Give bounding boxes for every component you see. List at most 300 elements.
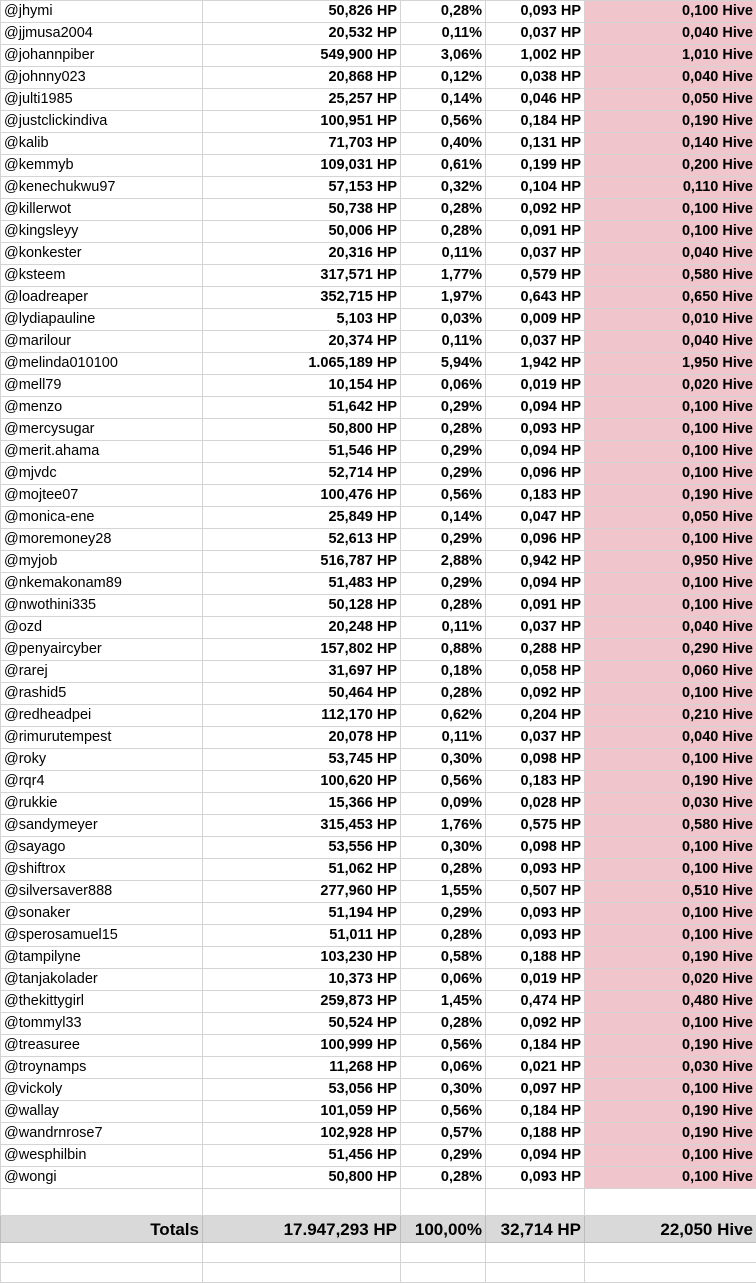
account-cell[interactable]: @mell79 xyxy=(1,375,203,397)
hp-cell[interactable]: 1.065,189 HP xyxy=(203,353,401,375)
share-cell[interactable]: 0,28% xyxy=(401,925,486,947)
hp-cell[interactable]: 112,170 HP xyxy=(203,705,401,727)
share-cell[interactable]: 0,11% xyxy=(401,243,486,265)
hp-cell[interactable]: 102,928 HP xyxy=(203,1123,401,1145)
current-hp-cell[interactable]: 0,643 HP xyxy=(486,287,585,309)
share-cell[interactable]: 0,29% xyxy=(401,903,486,925)
payout-cell[interactable]: 0,060 Hive xyxy=(585,661,756,683)
current-hp-cell[interactable]: 0,098 HP xyxy=(486,749,585,771)
current-hp-cell[interactable]: 0,093 HP xyxy=(486,903,585,925)
account-cell[interactable]: @kenechukwu97 xyxy=(1,177,203,199)
current-hp-cell[interactable]: 0,184 HP xyxy=(486,111,585,133)
hp-cell[interactable]: 50,738 HP xyxy=(203,199,401,221)
payout-cell[interactable]: 0,100 Hive xyxy=(585,529,756,551)
current-hp-cell[interactable]: 0,093 HP xyxy=(486,859,585,881)
share-cell[interactable]: 0,29% xyxy=(401,1145,486,1167)
current-hp-cell[interactable]: 0,092 HP xyxy=(486,683,585,705)
table-row xyxy=(1,199,756,221)
share-cell[interactable]: 0,62% xyxy=(401,705,486,727)
table-row xyxy=(1,243,756,265)
share-cell[interactable]: 0,30% xyxy=(401,749,486,771)
account-cell[interactable]: @tommyl33 xyxy=(1,1013,203,1035)
share-cell[interactable]: 1,55% xyxy=(401,881,486,903)
share-cell[interactable]: 0,56% xyxy=(401,111,486,133)
current-hp-cell[interactable]: 0,058 HP xyxy=(486,661,585,683)
share-cell[interactable]: 0,12% xyxy=(401,67,486,89)
share-cell[interactable]: 0,56% xyxy=(401,1101,486,1123)
account-cell[interactable]: @melinda010100 xyxy=(1,353,203,375)
current-hp-cell[interactable]: 0,507 HP xyxy=(486,881,585,903)
totals-hp[interactable]: 17.947,293 HP xyxy=(203,1216,401,1243)
account-cell[interactable]: @sonaker xyxy=(1,903,203,925)
payout-cell[interactable]: 0,100 Hive xyxy=(585,1167,756,1189)
payout-cell[interactable]: 0,020 Hive xyxy=(585,969,756,991)
hp-cell[interactable]: 15,366 HP xyxy=(203,793,401,815)
table-row xyxy=(1,991,756,1013)
share-cell[interactable]: 0,14% xyxy=(401,89,486,111)
payout-cell[interactable]: 0,030 Hive xyxy=(585,793,756,815)
account-cell[interactable]: @tampilyne xyxy=(1,947,203,969)
totals-share[interactable]: 100,00% xyxy=(401,1216,486,1243)
payout-cell[interactable]: 0,040 Hive xyxy=(585,617,756,639)
share-cell[interactable]: 0,28% xyxy=(401,419,486,441)
hp-cell[interactable]: 516,787 HP xyxy=(203,551,401,573)
payout-cell[interactable]: 0,040 Hive xyxy=(585,243,756,265)
hp-cell[interactable]: 52,714 HP xyxy=(203,463,401,485)
account-cell[interactable]: @wallay xyxy=(1,1101,203,1123)
current-hp-cell[interactable]: 0,098 HP xyxy=(486,837,585,859)
share-cell[interactable]: 0,28% xyxy=(401,683,486,705)
current-hp-cell[interactable]: 0,199 HP xyxy=(486,155,585,177)
share-cell[interactable]: 0,14% xyxy=(401,507,486,529)
account-cell[interactable]: @jhymi xyxy=(1,1,203,23)
share-cell[interactable]: 0,40% xyxy=(401,133,486,155)
payout-cell[interactable]: 1,010 Hive xyxy=(585,45,756,67)
share-cell[interactable]: 0,11% xyxy=(401,617,486,639)
payout-cell[interactable]: 0,140 Hive xyxy=(585,133,756,155)
current-hp-cell[interactable]: 0,091 HP xyxy=(486,595,585,617)
cell[interactable] xyxy=(203,1189,401,1216)
account-cell[interactable]: @moremoney28 xyxy=(1,529,203,551)
share-cell[interactable]: 0,57% xyxy=(401,1123,486,1145)
hp-cell[interactable]: 109,031 HP xyxy=(203,155,401,177)
payout-cell[interactable]: 0,580 Hive xyxy=(585,815,756,837)
payout-cell[interactable]: 0,100 Hive xyxy=(585,595,756,617)
hp-cell[interactable]: 100,476 HP xyxy=(203,485,401,507)
payout-cell[interactable]: 0,100 Hive xyxy=(585,1,756,23)
table-row xyxy=(1,221,756,243)
payout-cell[interactable]: 0,480 Hive xyxy=(585,991,756,1013)
hp-cell[interactable]: 51,062 HP xyxy=(203,859,401,881)
cell[interactable] xyxy=(585,1243,756,1263)
current-hp-cell[interactable]: 0,096 HP xyxy=(486,463,585,485)
hp-cell[interactable]: 20,248 HP xyxy=(203,617,401,639)
current-hp-cell[interactable]: 0,038 HP xyxy=(486,67,585,89)
account-cell[interactable]: @nwothini335 xyxy=(1,595,203,617)
share-cell[interactable]: 0,61% xyxy=(401,155,486,177)
account-cell[interactable]: @merit.ahama xyxy=(1,441,203,463)
account-cell[interactable]: @mojtee07 xyxy=(1,485,203,507)
current-hp-cell[interactable]: 0,091 HP xyxy=(486,221,585,243)
account-cell[interactable]: @marilour xyxy=(1,331,203,353)
hp-cell[interactable]: 25,849 HP xyxy=(203,507,401,529)
cell[interactable] xyxy=(486,1189,585,1216)
payout-cell[interactable]: 0,030 Hive xyxy=(585,1057,756,1079)
account-cell[interactable]: @thekittygirl xyxy=(1,991,203,1013)
account-cell[interactable]: @julti1985 xyxy=(1,89,203,111)
hp-cell[interactable]: 50,006 HP xyxy=(203,221,401,243)
payout-cell[interactable]: 0,190 Hive xyxy=(585,111,756,133)
hp-cell[interactable]: 50,826 HP xyxy=(203,1,401,23)
current-hp-cell[interactable]: 0,183 HP xyxy=(486,485,585,507)
account-cell[interactable]: @rashid5 xyxy=(1,683,203,705)
share-cell[interactable]: 2,88% xyxy=(401,551,486,573)
current-hp-cell[interactable]: 0,188 HP xyxy=(486,947,585,969)
payout-cell[interactable]: 0,190 Hive xyxy=(585,1035,756,1057)
table-row xyxy=(1,1145,756,1167)
cell[interactable] xyxy=(401,1243,486,1263)
current-hp-cell[interactable]: 0,094 HP xyxy=(486,573,585,595)
share-cell[interactable]: 1,77% xyxy=(401,265,486,287)
current-hp-cell[interactable]: 0,184 HP xyxy=(486,1101,585,1123)
hp-cell[interactable]: 51,456 HP xyxy=(203,1145,401,1167)
totals-current[interactable]: 32,714 HP xyxy=(486,1216,585,1243)
account-cell[interactable]: @roky xyxy=(1,749,203,771)
account-cell[interactable]: @mjvdc xyxy=(1,463,203,485)
share-cell[interactable]: 0,28% xyxy=(401,595,486,617)
current-hp-cell[interactable]: 0,092 HP xyxy=(486,1013,585,1035)
share-cell[interactable]: 0,29% xyxy=(401,573,486,595)
hp-cell[interactable]: 31,697 HP xyxy=(203,661,401,683)
share-cell[interactable]: 0,58% xyxy=(401,947,486,969)
share-cell[interactable]: 0,29% xyxy=(401,529,486,551)
share-cell[interactable]: 0,03% xyxy=(401,309,486,331)
account-cell[interactable]: @ksteem xyxy=(1,265,203,287)
hp-cell[interactable]: 277,960 HP xyxy=(203,881,401,903)
current-hp-cell[interactable]: 0,093 HP xyxy=(486,925,585,947)
hp-cell[interactable]: 52,613 HP xyxy=(203,529,401,551)
table-row xyxy=(1,683,756,705)
share-cell[interactable]: 0,06% xyxy=(401,969,486,991)
account-cell[interactable]: @rimurutempest xyxy=(1,727,203,749)
current-hp-cell[interactable]: 0,092 HP xyxy=(486,199,585,221)
hp-cell[interactable]: 51,642 HP xyxy=(203,397,401,419)
account-cell[interactable]: @silversaver888 xyxy=(1,881,203,903)
current-hp-cell[interactable]: 0,019 HP xyxy=(486,969,585,991)
hp-cell[interactable]: 103,230 HP xyxy=(203,947,401,969)
payout-cell[interactable]: 0,100 Hive xyxy=(585,837,756,859)
account-cell[interactable]: @myjob xyxy=(1,551,203,573)
account-cell[interactable]: @kemmyb xyxy=(1,155,203,177)
current-hp-cell[interactable]: 0,037 HP xyxy=(486,243,585,265)
share-cell[interactable]: 0,18% xyxy=(401,661,486,683)
cell[interactable] xyxy=(401,1189,486,1216)
payout-cell[interactable]: 0,100 Hive xyxy=(585,1145,756,1167)
payout-cell[interactable]: 0,040 Hive xyxy=(585,67,756,89)
hp-cell[interactable]: 10,373 HP xyxy=(203,969,401,991)
table-row xyxy=(1,1123,756,1145)
share-cell[interactable]: 0,28% xyxy=(401,1013,486,1035)
totals-row xyxy=(1,1216,756,1243)
payout-cell[interactable]: 0,190 Hive xyxy=(585,1123,756,1145)
table-row xyxy=(1,89,756,111)
current-hp-cell[interactable]: 0,037 HP xyxy=(486,617,585,639)
account-cell[interactable]: @killerwot xyxy=(1,199,203,221)
payout-cell[interactable]: 0,200 Hive xyxy=(585,155,756,177)
payout-cell[interactable]: 0,290 Hive xyxy=(585,639,756,661)
current-hp-cell[interactable]: 0,094 HP xyxy=(486,441,585,463)
current-hp-cell[interactable]: 0,184 HP xyxy=(486,1035,585,1057)
table-row xyxy=(1,309,756,331)
current-hp-cell[interactable]: 0,021 HP xyxy=(486,1057,585,1079)
payout-cell[interactable]: 0,100 Hive xyxy=(585,925,756,947)
share-cell[interactable]: 0,28% xyxy=(401,199,486,221)
table-row xyxy=(1,397,756,419)
share-cell[interactable]: 0,30% xyxy=(401,1079,486,1101)
table-row xyxy=(1,1035,756,1057)
account-cell[interactable]: @konkester xyxy=(1,243,203,265)
payout-cell[interactable]: 0,650 Hive xyxy=(585,287,756,309)
totals-label[interactable]: Totals xyxy=(1,1216,203,1243)
payout-cell[interactable]: 0,100 Hive xyxy=(585,221,756,243)
account-cell[interactable]: @sandymeyer xyxy=(1,815,203,837)
share-cell[interactable]: 1,76% xyxy=(401,815,486,837)
hp-cell[interactable]: 100,951 HP xyxy=(203,111,401,133)
current-hp-cell[interactable]: 0,288 HP xyxy=(486,639,585,661)
current-hp-cell[interactable]: 0,104 HP xyxy=(486,177,585,199)
share-cell[interactable]: 0,11% xyxy=(401,727,486,749)
hp-cell[interactable]: 317,571 HP xyxy=(203,265,401,287)
current-hp-cell[interactable]: 0,131 HP xyxy=(486,133,585,155)
share-cell[interactable]: 5,94% xyxy=(401,353,486,375)
payout-cell[interactable]: 0,190 Hive xyxy=(585,771,756,793)
account-cell[interactable]: @rqr4 xyxy=(1,771,203,793)
payout-cell[interactable]: 0,050 Hive xyxy=(585,89,756,111)
share-cell[interactable]: 0,56% xyxy=(401,771,486,793)
account-cell[interactable]: @johannpiber xyxy=(1,45,203,67)
payout-cell[interactable]: 0,040 Hive xyxy=(585,331,756,353)
cell[interactable] xyxy=(1,1243,203,1263)
account-cell[interactable]: @lydiapauline xyxy=(1,309,203,331)
account-cell[interactable]: @redheadpei xyxy=(1,705,203,727)
account-cell[interactable]: @treasuree xyxy=(1,1035,203,1057)
hp-cell[interactable]: 315,453 HP xyxy=(203,815,401,837)
share-cell[interactable]: 1,97% xyxy=(401,287,486,309)
payout-cell[interactable]: 0,010 Hive xyxy=(585,309,756,331)
account-cell[interactable]: @wongi xyxy=(1,1167,203,1189)
account-cell[interactable]: @vickoly xyxy=(1,1079,203,1101)
current-hp-cell[interactable]: 0,575 HP xyxy=(486,815,585,837)
hp-cell[interactable]: 10,154 HP xyxy=(203,375,401,397)
payout-cell[interactable]: 0,190 Hive xyxy=(585,1101,756,1123)
share-cell[interactable]: 0,28% xyxy=(401,859,486,881)
share-cell[interactable]: 0,11% xyxy=(401,331,486,353)
account-cell[interactable]: @wesphilbin xyxy=(1,1145,203,1167)
hp-cell[interactable]: 50,800 HP xyxy=(203,1167,401,1189)
account-cell[interactable]: @kingsleyy xyxy=(1,221,203,243)
payout-cell[interactable]: 0,100 Hive xyxy=(585,1013,756,1035)
share-cell[interactable]: 0,11% xyxy=(401,23,486,45)
hp-cell[interactable]: 53,056 HP xyxy=(203,1079,401,1101)
hp-cell[interactable]: 57,153 HP xyxy=(203,177,401,199)
payout-cell[interactable]: 0,100 Hive xyxy=(585,199,756,221)
cell[interactable] xyxy=(1,1189,203,1216)
share-cell[interactable]: 0,06% xyxy=(401,1057,486,1079)
payout-cell[interactable]: 0,100 Hive xyxy=(585,441,756,463)
share-cell[interactable]: 0,06% xyxy=(401,375,486,397)
share-cell[interactable]: 0,28% xyxy=(401,1,486,23)
payout-cell[interactable]: 0,100 Hive xyxy=(585,749,756,771)
hp-cell[interactable]: 50,524 HP xyxy=(203,1013,401,1035)
table-row xyxy=(1,551,756,573)
account-cell[interactable]: @troynamps xyxy=(1,1057,203,1079)
payout-cell[interactable]: 0,210 Hive xyxy=(585,705,756,727)
payout-cell[interactable]: 0,100 Hive xyxy=(585,859,756,881)
current-hp-cell[interactable]: 0,009 HP xyxy=(486,309,585,331)
payout-cell[interactable]: 0,580 Hive xyxy=(585,265,756,287)
current-hp-cell[interactable]: 0,096 HP xyxy=(486,529,585,551)
share-cell[interactable]: 0,09% xyxy=(401,793,486,815)
hp-cell[interactable]: 51,546 HP xyxy=(203,441,401,463)
cell[interactable] xyxy=(585,1189,756,1216)
account-cell[interactable]: @nkemakonam89 xyxy=(1,573,203,595)
hp-cell[interactable]: 20,868 HP xyxy=(203,67,401,89)
cell[interactable] xyxy=(486,1243,585,1263)
current-hp-cell[interactable]: 0,188 HP xyxy=(486,1123,585,1145)
table-row xyxy=(1,969,756,991)
payout-cell[interactable]: 1,950 Hive xyxy=(585,353,756,375)
hp-cell[interactable]: 11,268 HP xyxy=(203,1057,401,1079)
share-cell[interactable]: 0,29% xyxy=(401,441,486,463)
current-hp-cell[interactable]: 0,019 HP xyxy=(486,375,585,397)
hp-cell[interactable]: 53,745 HP xyxy=(203,749,401,771)
current-hp-cell[interactable]: 0,183 HP xyxy=(486,771,585,793)
current-hp-cell[interactable]: 0,093 HP xyxy=(486,1,585,23)
share-cell[interactable]: 1,45% xyxy=(401,991,486,1013)
hp-cell[interactable]: 100,620 HP xyxy=(203,771,401,793)
hp-cell[interactable]: 101,059 HP xyxy=(203,1101,401,1123)
share-cell[interactable]: 0,29% xyxy=(401,397,486,419)
payout-cell[interactable]: 0,100 Hive xyxy=(585,573,756,595)
current-hp-cell[interactable]: 1,002 HP xyxy=(486,45,585,67)
account-cell[interactable]: @mercysugar xyxy=(1,419,203,441)
current-hp-cell[interactable]: 0,093 HP xyxy=(486,419,585,441)
hp-cell[interactable]: 20,078 HP xyxy=(203,727,401,749)
payout-cell[interactable]: 0,950 Hive xyxy=(585,551,756,573)
hp-cell[interactable]: 5,103 HP xyxy=(203,309,401,331)
share-cell[interactable]: 0,28% xyxy=(401,221,486,243)
current-hp-cell[interactable]: 0,094 HP xyxy=(486,1145,585,1167)
share-cell[interactable]: 0,56% xyxy=(401,1035,486,1057)
current-hp-cell[interactable]: 1,942 HP xyxy=(486,353,585,375)
payout-cell[interactable]: 0,100 Hive xyxy=(585,419,756,441)
payout-cell[interactable]: 0,190 Hive xyxy=(585,947,756,969)
account-cell[interactable]: @justclickindiva xyxy=(1,111,203,133)
current-hp-cell[interactable]: 0,093 HP xyxy=(486,1167,585,1189)
account-cell[interactable]: @tanjakolader xyxy=(1,969,203,991)
account-cell[interactable]: @menzo xyxy=(1,397,203,419)
hp-cell[interactable]: 50,800 HP xyxy=(203,419,401,441)
current-hp-cell[interactable]: 0,204 HP xyxy=(486,705,585,727)
share-cell[interactable]: 0,32% xyxy=(401,177,486,199)
payout-cell[interactable]: 0,110 Hive xyxy=(585,177,756,199)
current-hp-cell[interactable]: 0,942 HP xyxy=(486,551,585,573)
hp-cell[interactable]: 20,532 HP xyxy=(203,23,401,45)
hp-cell[interactable]: 549,900 HP xyxy=(203,45,401,67)
current-hp-cell[interactable]: 0,094 HP xyxy=(486,397,585,419)
payout-cell[interactable]: 0,100 Hive xyxy=(585,683,756,705)
account-cell[interactable]: @monica-ene xyxy=(1,507,203,529)
account-cell[interactable]: @johnny023 xyxy=(1,67,203,89)
current-hp-cell[interactable]: 0,037 HP xyxy=(486,727,585,749)
current-hp-cell[interactable]: 0,037 HP xyxy=(486,331,585,353)
account-cell[interactable]: @loadreaper xyxy=(1,287,203,309)
hp-cell[interactable]: 259,873 HP xyxy=(203,991,401,1013)
hp-cell[interactable]: 50,464 HP xyxy=(203,683,401,705)
hp-cell[interactable]: 352,715 HP xyxy=(203,287,401,309)
payout-cell[interactable]: 0,040 Hive xyxy=(585,727,756,749)
payout-cell[interactable]: 0,050 Hive xyxy=(585,507,756,529)
current-hp-cell[interactable]: 0,474 HP xyxy=(486,991,585,1013)
payout-cell[interactable]: 0,510 Hive xyxy=(585,881,756,903)
share-cell[interactable]: 0,28% xyxy=(401,1167,486,1189)
account-cell[interactable]: @sayago xyxy=(1,837,203,859)
account-cell[interactable]: @wandrnrose7 xyxy=(1,1123,203,1145)
payout-cell[interactable]: 0,100 Hive xyxy=(585,1079,756,1101)
account-cell[interactable]: @kalib xyxy=(1,133,203,155)
account-cell[interactable]: @rarej xyxy=(1,661,203,683)
current-hp-cell[interactable]: 0,579 HP xyxy=(486,265,585,287)
hp-cell[interactable]: 100,999 HP xyxy=(203,1035,401,1057)
share-cell[interactable]: 0,29% xyxy=(401,463,486,485)
account-cell[interactable]: @sperosamuel15 xyxy=(1,925,203,947)
hp-cell[interactable]: 53,556 HP xyxy=(203,837,401,859)
share-cell[interactable]: 3,06% xyxy=(401,45,486,67)
share-cell[interactable]: 0,56% xyxy=(401,485,486,507)
share-cell[interactable]: 0,30% xyxy=(401,837,486,859)
totals-payout[interactable]: 22,050 Hive xyxy=(585,1216,756,1243)
hp-cell[interactable]: 50,128 HP xyxy=(203,595,401,617)
account-cell[interactable]: @jjmusa2004 xyxy=(1,23,203,45)
account-cell[interactable]: @penyaircyber xyxy=(1,639,203,661)
payout-cell[interactable]: 0,190 Hive xyxy=(585,485,756,507)
account-cell[interactable]: @shiftrox xyxy=(1,859,203,881)
payout-cell[interactable]: 0,100 Hive xyxy=(585,397,756,419)
hp-cell[interactable]: 51,194 HP xyxy=(203,903,401,925)
hp-cell[interactable]: 20,316 HP xyxy=(203,243,401,265)
current-hp-cell[interactable]: 0,097 HP xyxy=(486,1079,585,1101)
payout-cell[interactable]: 0,040 Hive xyxy=(585,23,756,45)
hp-cell[interactable]: 25,257 HP xyxy=(203,89,401,111)
current-hp-cell[interactable]: 0,046 HP xyxy=(486,89,585,111)
payout-cell[interactable]: 0,100 Hive xyxy=(585,903,756,925)
account-cell[interactable]: @rukkie xyxy=(1,793,203,815)
hp-cell[interactable]: 71,703 HP xyxy=(203,133,401,155)
current-hp-cell[interactable]: 0,047 HP xyxy=(486,507,585,529)
current-hp-cell[interactable]: 0,037 HP xyxy=(486,23,585,45)
hp-cell[interactable]: 51,011 HP xyxy=(203,925,401,947)
hp-cell[interactable]: 157,802 HP xyxy=(203,639,401,661)
share-cell[interactable]: 0,88% xyxy=(401,639,486,661)
empty-row xyxy=(1,1243,756,1263)
hp-cell[interactable]: 20,374 HP xyxy=(203,331,401,353)
account-cell[interactable]: @ozd xyxy=(1,617,203,639)
payout-cell[interactable]: 0,100 Hive xyxy=(585,463,756,485)
current-hp-cell[interactable]: 0,028 HP xyxy=(486,793,585,815)
cell[interactable] xyxy=(203,1243,401,1263)
payout-cell[interactable]: 0,020 Hive xyxy=(585,375,756,397)
hp-cell[interactable]: 51,483 HP xyxy=(203,573,401,595)
